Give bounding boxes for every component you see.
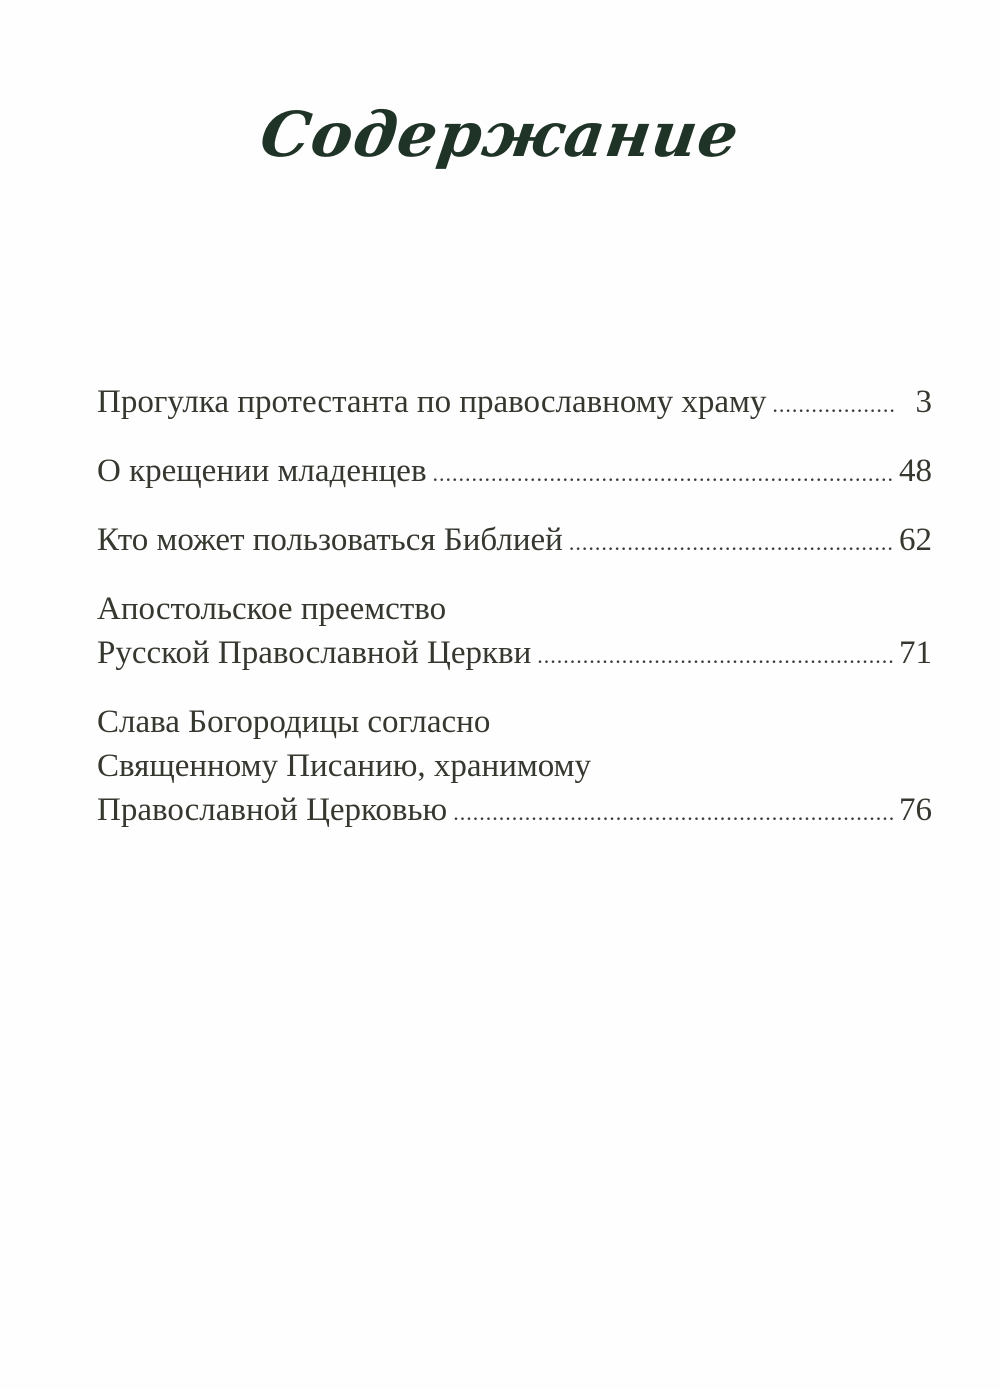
toc-entry-title-line: Русской Православной Церкви	[97, 635, 532, 671]
toc-page-number: 62	[899, 522, 932, 558]
dot-leader	[569, 521, 893, 565]
toc-page-number: 76	[899, 792, 932, 828]
toc-entry-title-line: Апостольское преемство	[97, 591, 447, 627]
toc-page-number: 48	[899, 453, 932, 489]
toc-entry-title: Кто может пользоваться Библией	[97, 522, 563, 558]
dot-leader	[537, 634, 893, 678]
dot-leader	[433, 452, 893, 496]
toc-page-number: 71	[899, 635, 932, 671]
toc-entry-title-line: Православной Церковью	[97, 792, 448, 828]
dot-leader	[772, 383, 896, 427]
toc-entry[interactable]	[97, 518, 932, 565]
toc-entry[interactable]	[97, 449, 932, 496]
toc-entry[interactable]	[97, 380, 932, 427]
toc-entry-title-line: Слава Богородицы согласно	[97, 704, 491, 740]
page-title: Содержание	[256, 98, 744, 171]
toc-entry[interactable]	[97, 700, 932, 835]
table-of-contents	[97, 380, 932, 857]
toc-entry-title-line: Священному Писанию, хранимому	[97, 748, 591, 784]
toc-page-number: 3	[915, 384, 932, 420]
toc-entry-title: О крещении младенцев	[97, 453, 427, 489]
toc-entry-title: Прогулка протестанта по православному храму	[97, 384, 767, 420]
toc-entry[interactable]	[97, 587, 932, 678]
dot-leader	[453, 791, 893, 835]
